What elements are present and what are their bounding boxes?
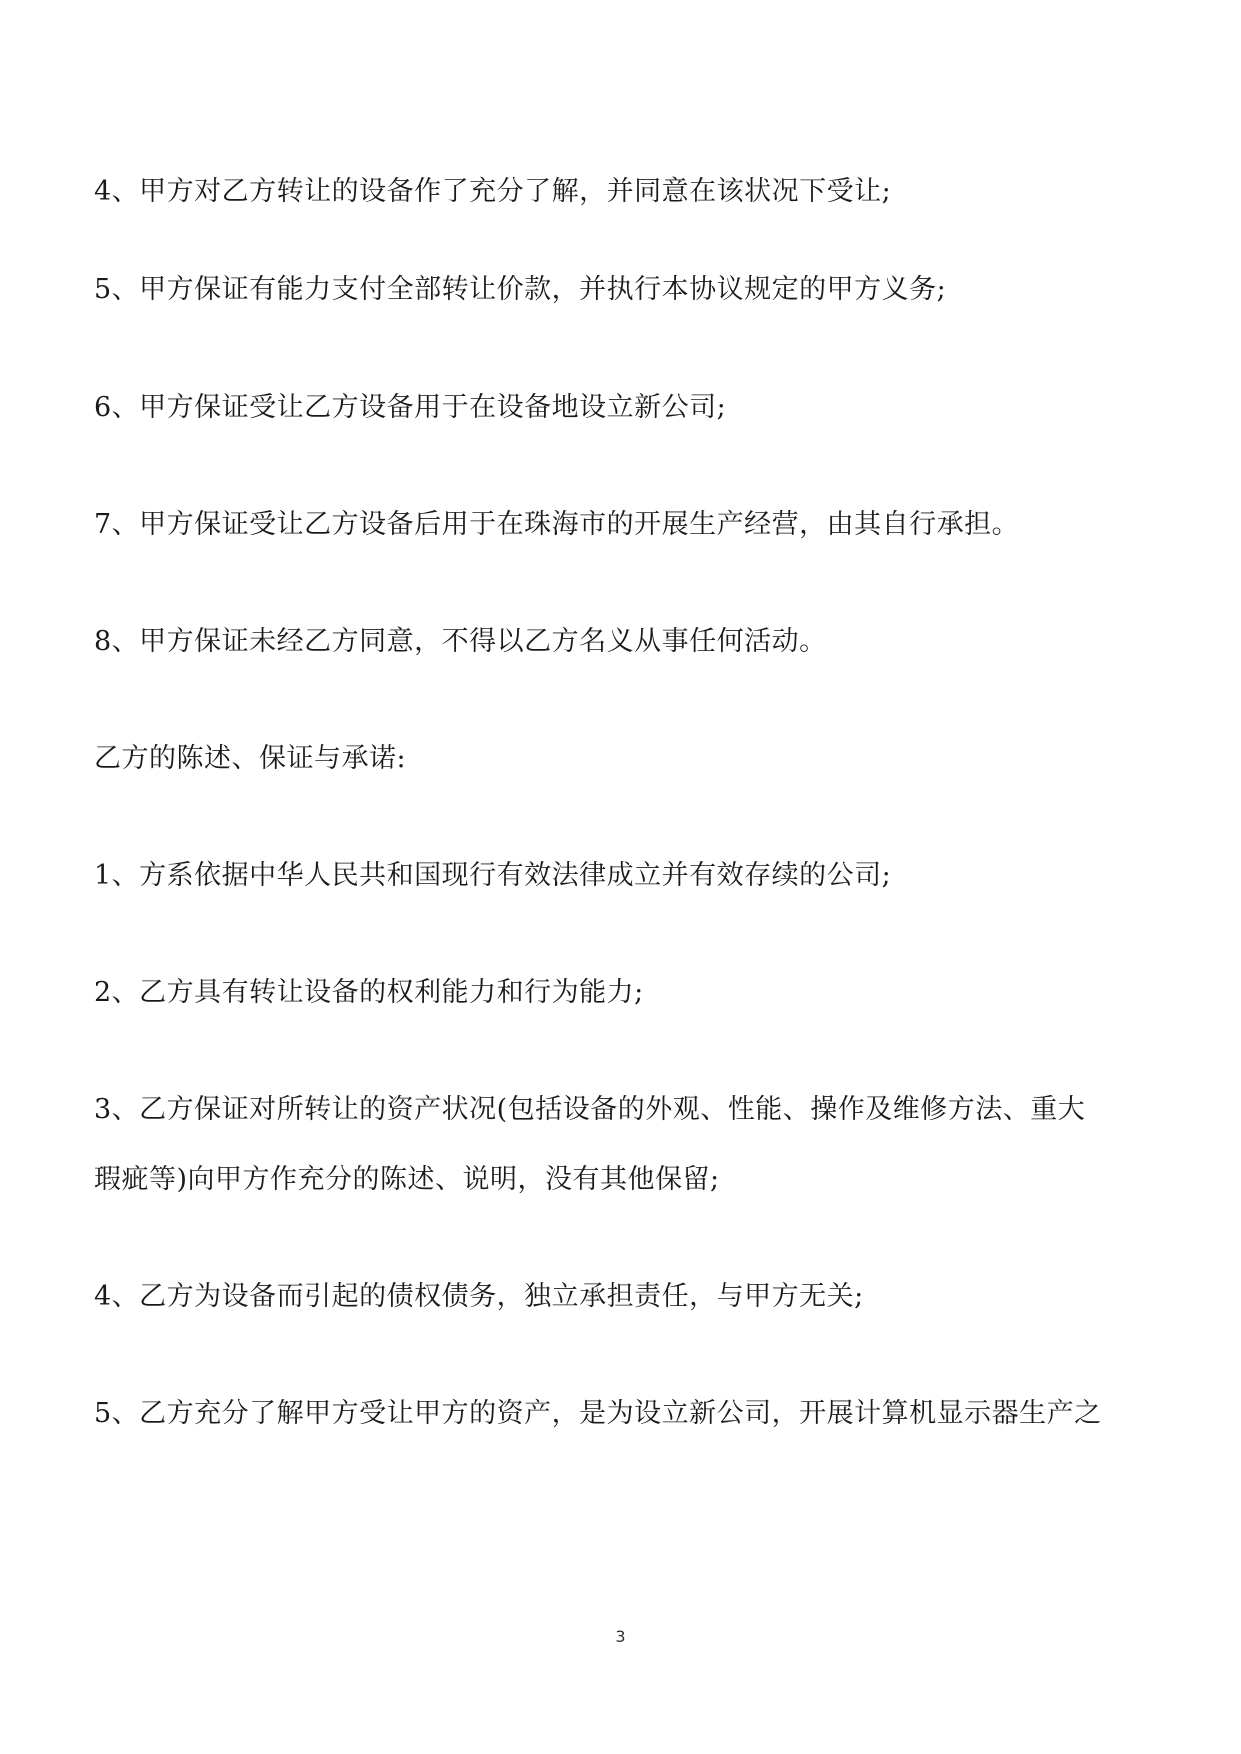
seller-section-heading: 乙方的陈述、保证与承诺: [94,743,407,774]
buyer-clause-7: 7、甲方保证受让乙方设备后用于在珠海市的开展生产经营，由其自行承担。 [94,509,1020,540]
seller-clause-4: 4、乙方为设备而引起的债权债务，独立承担责任，与甲方无关; [94,1281,864,1312]
seller-clause-3-line-2: 瑕疵等)向甲方作充分的陈述、说明，没有其他保留; [94,1164,720,1195]
buyer-clause-8: 8、甲方保证未经乙方同意，不得以乙方名义从事任何活动。 [94,626,827,657]
buyer-clause-4: 4、甲方对乙方转让的设备作了充分了解，并同意在该状况下受让; [94,176,892,207]
seller-clause-2: 2、乙方具有转让设备的权利能力和行为能力; [94,977,644,1008]
seller-clause-5: 5、乙方充分了解甲方受让甲方的资产，是为设立新公司，开展计算机显示器生产之 [94,1398,1102,1429]
buyer-clause-5: 5、甲方保证有能力支付全部转让价款，并执行本协议规定的甲方义务; [94,274,947,305]
page-number: 3 [615,1627,626,1646]
seller-clause-3-line-1: 3、乙方保证对所转让的资产状况(包括设备的外观、性能、操作及维修方法、重大 [94,1094,1086,1125]
seller-clause-1: 1、方系依据中华人民共和国现行有效法律成立并有效存续的公司; [94,860,892,891]
buyer-clause-6: 6、甲方保证受让乙方设备用于在设备地设立新公司; [94,392,727,423]
